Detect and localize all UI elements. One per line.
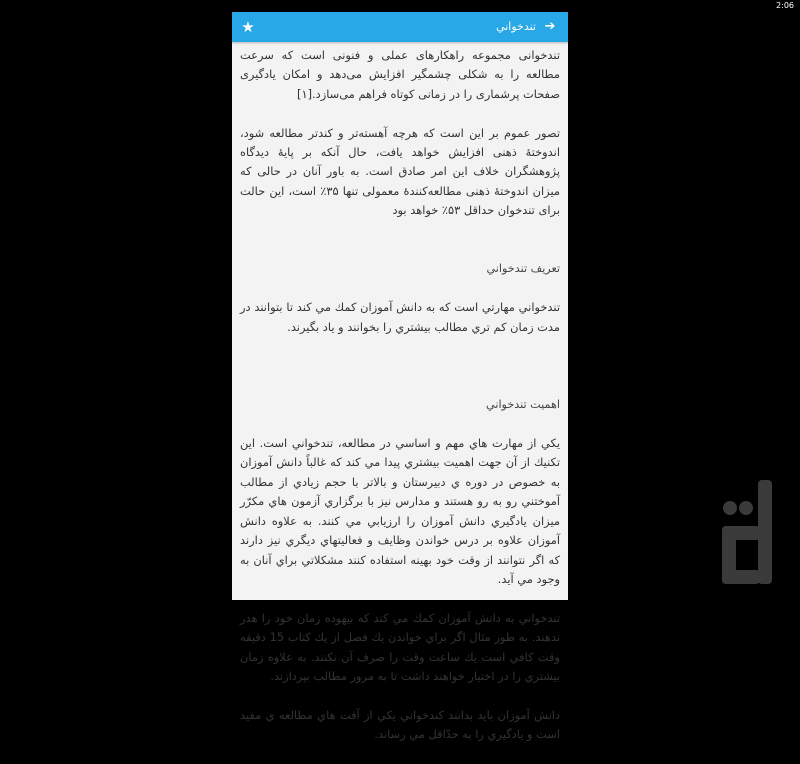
back-arrow-icon[interactable]: ➔ — [544, 19, 556, 34]
star-icon[interactable]: ★ — [241, 18, 255, 36]
definition-heading: تعريف تندخواني — [486, 262, 560, 276]
importance-paragraph: تندخواني به دانش آموزان كمك مي كند كه بيهوده زمان خود را هدر ندهند. به طور مثال اگر براي خواندن يك فصل از يك كتاب 15 دقيقه وقت كافي است يك ساعت وقت را صرف آن نكنند. به علاوه زمان بيشتري را در اختيار خواهند داشت تا به مرور مطالب بپردازند. — [240, 610, 560, 683]
myket-logo-icon — [718, 478, 782, 590]
definition-text: تندخواني مهارتي است كه به دانش آموزان كمك مي كند تا بتوانند در مدت زمان كم تري مطالب بيشتري را بخوانند و ياد بگيرند. — [240, 300, 560, 334]
importance-paragraph: دانش آموزان بايد بدانند كندخواني يكي از آفت هاي مطالعه ي مفيد است و يادگيري را به حدّاقل مي رساند. — [240, 707, 560, 742]
status-time: 2:06 — [776, 1, 794, 10]
article-intro: تندخوانی مجموعه راهکارهای عملی و فنونی است که سرعت مطالعه را به شکلی چشمگیر افزایش می‌دهد و امکان یادگیری صفحات پرشماری را در زمانی کوتاه فراهم می‌سازد.[۱] — [240, 48, 560, 101]
app-screen — [232, 12, 568, 742]
article-section — [240, 376, 560, 764]
page-title: تندخواني — [496, 20, 536, 33]
importance-heading: اهميت تندخواني — [486, 398, 560, 412]
app-bar — [232, 12, 568, 42]
article-content[interactable] — [232, 42, 568, 742]
article-paragraph: تصور عموم بر این است که هرچه آهسته‌تر و کندتر مطالعه شود، اندوختهٔ ذهنی افزایش خواهد یافت، حال آنکه بر پایهٔ دیدگاه پژوهشگران خلاف این امر صادق است. به باور آنان در حالی که میزان اندوختهٔ ذهنی مطالعه‌کنندهٔ معمولی تنها ۳۵٪ است، این حالت برای تندخوان حداقل ۵۳٪ خواهد بود — [240, 125, 560, 218]
status-bar — [0, 0, 800, 12]
article-section — [240, 240, 560, 356]
importance-paragraph: يكي از مهارت هاي مهم و اساسي در مطالعه، تندخواني است. اين تكنيك از آن جهت اهميت بيشتري پيدا مي كند كه غالباً دانش آموزان به خصوص در دوره ي دبيرستان و بالاتر با حجم زيادي از مطالب آموختني رو به رو هستند و مدارس نيز با برگزاري آزمون هاي مكرّر ميزان يادگيري دانش آموزان را ارزيابي مي كنند. به علاوه دانش آموزان علاوه بر درس خواندن وظايف و فعاليتهاي ديگري نيز دارند كه اگر نتوانند از وقت خود بهينه استفاده كنند مشكلاتي براي آنان به وجود مي آيد. — [240, 436, 560, 586]
